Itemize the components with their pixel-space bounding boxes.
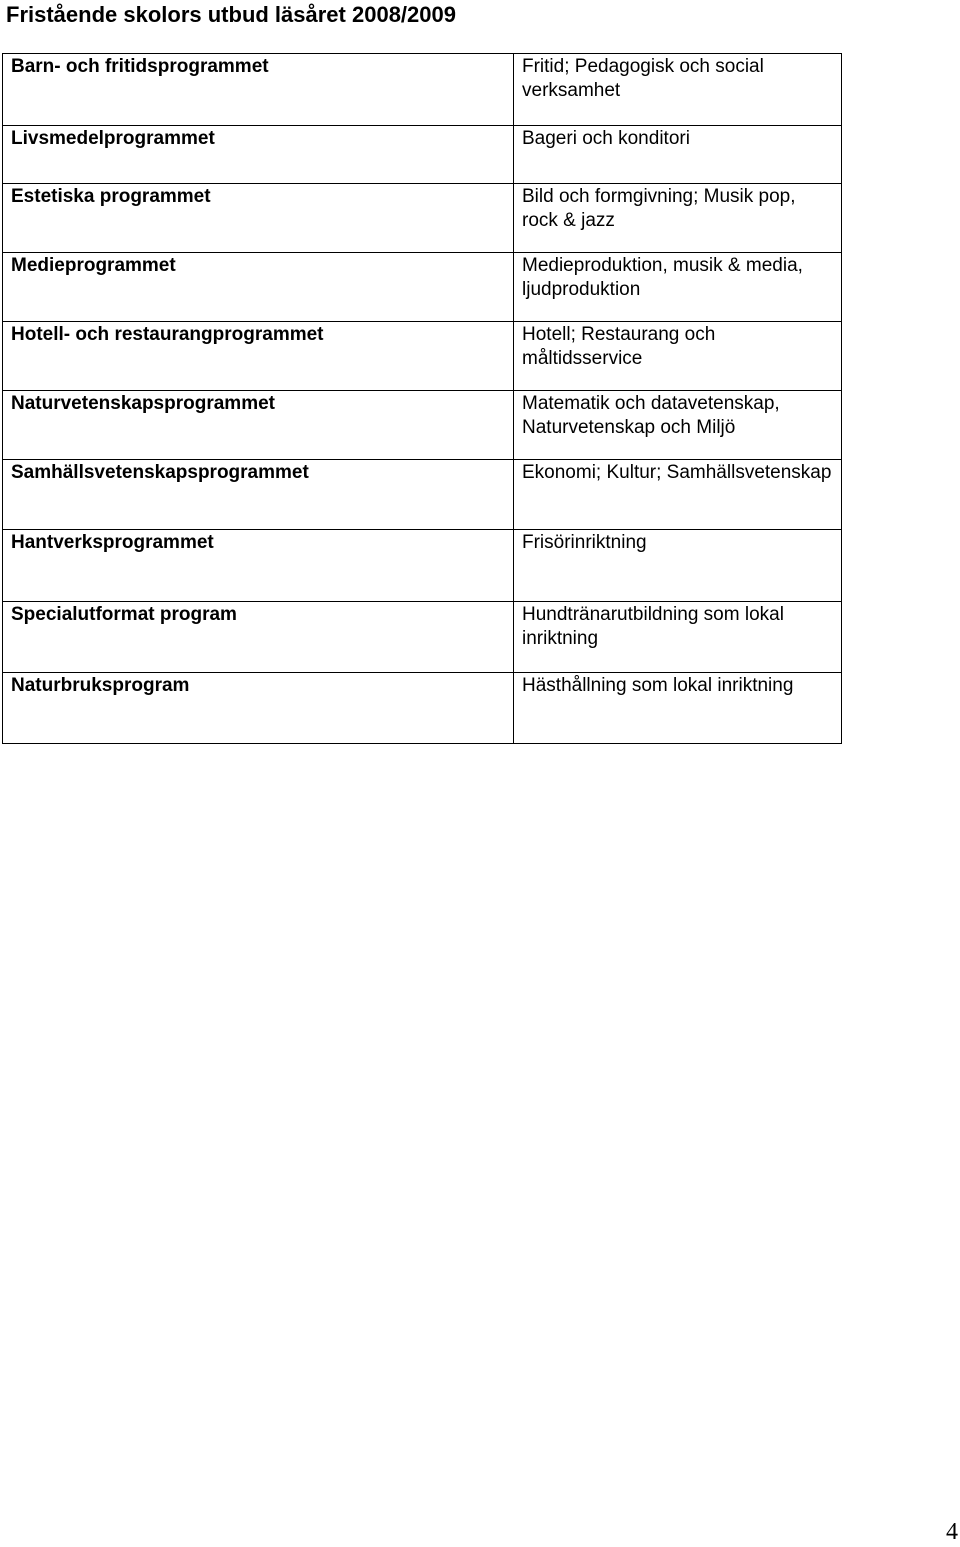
table-row bbox=[3, 253, 842, 322]
table-row bbox=[3, 184, 842, 253]
program-cell: Specialutformat program bbox=[3, 602, 514, 673]
profile-cell: Ekonomi; Kultur; Samhällsvetenskap bbox=[514, 460, 842, 530]
program-cell: Hotell- och restaurangprogrammet bbox=[3, 322, 514, 391]
profile-cell: Hästhållning som lokal inriktning bbox=[514, 673, 842, 744]
table-row bbox=[3, 602, 842, 673]
profile-cell: Frisörinriktning bbox=[514, 530, 842, 602]
page-title: Fristående skolors utbud läsåret 2008/2009 bbox=[6, 2, 456, 27]
program-cell: Samhällsvetenskapsprogrammet bbox=[3, 460, 514, 530]
table-row bbox=[3, 673, 842, 744]
program-cell: Naturvetenskapsprogrammet bbox=[3, 391, 514, 460]
profile-cell: Fritid; Pedagogisk och social verksamhet bbox=[514, 54, 842, 126]
program-cell: Estetiska programmet bbox=[3, 184, 514, 253]
table-row bbox=[3, 391, 842, 460]
page-number: 4 bbox=[946, 1519, 958, 1545]
profile-cell: Matematik och datavetenskap, Naturvetenskap och Miljö bbox=[514, 391, 842, 460]
program-cell: Barn- och fritidsprogrammet bbox=[3, 54, 514, 126]
profile-cell: Bild och formgivning; Musik pop, rock & jazz bbox=[514, 184, 842, 253]
table-row bbox=[3, 54, 842, 126]
table-row bbox=[3, 126, 842, 184]
profile-cell: Medieproduktion, musik & media, ljudproduktion bbox=[514, 253, 842, 322]
profile-cell: Hundtränarutbildning som lokal inriktning bbox=[514, 602, 842, 673]
table-row bbox=[3, 530, 842, 602]
profile-cell: Bageri och konditori bbox=[514, 126, 842, 184]
table-row bbox=[3, 322, 842, 391]
program-cell: Naturbruksprogram bbox=[3, 673, 514, 744]
program-cell: Medieprogrammet bbox=[3, 253, 514, 322]
program-table bbox=[2, 53, 842, 744]
table-row bbox=[3, 460, 842, 530]
program-cell: Livsmedelprogrammet bbox=[3, 126, 514, 184]
profile-cell: Hotell; Restaurang och måltidsservice bbox=[514, 322, 842, 391]
program-cell: Hantverksprogrammet bbox=[3, 530, 514, 602]
